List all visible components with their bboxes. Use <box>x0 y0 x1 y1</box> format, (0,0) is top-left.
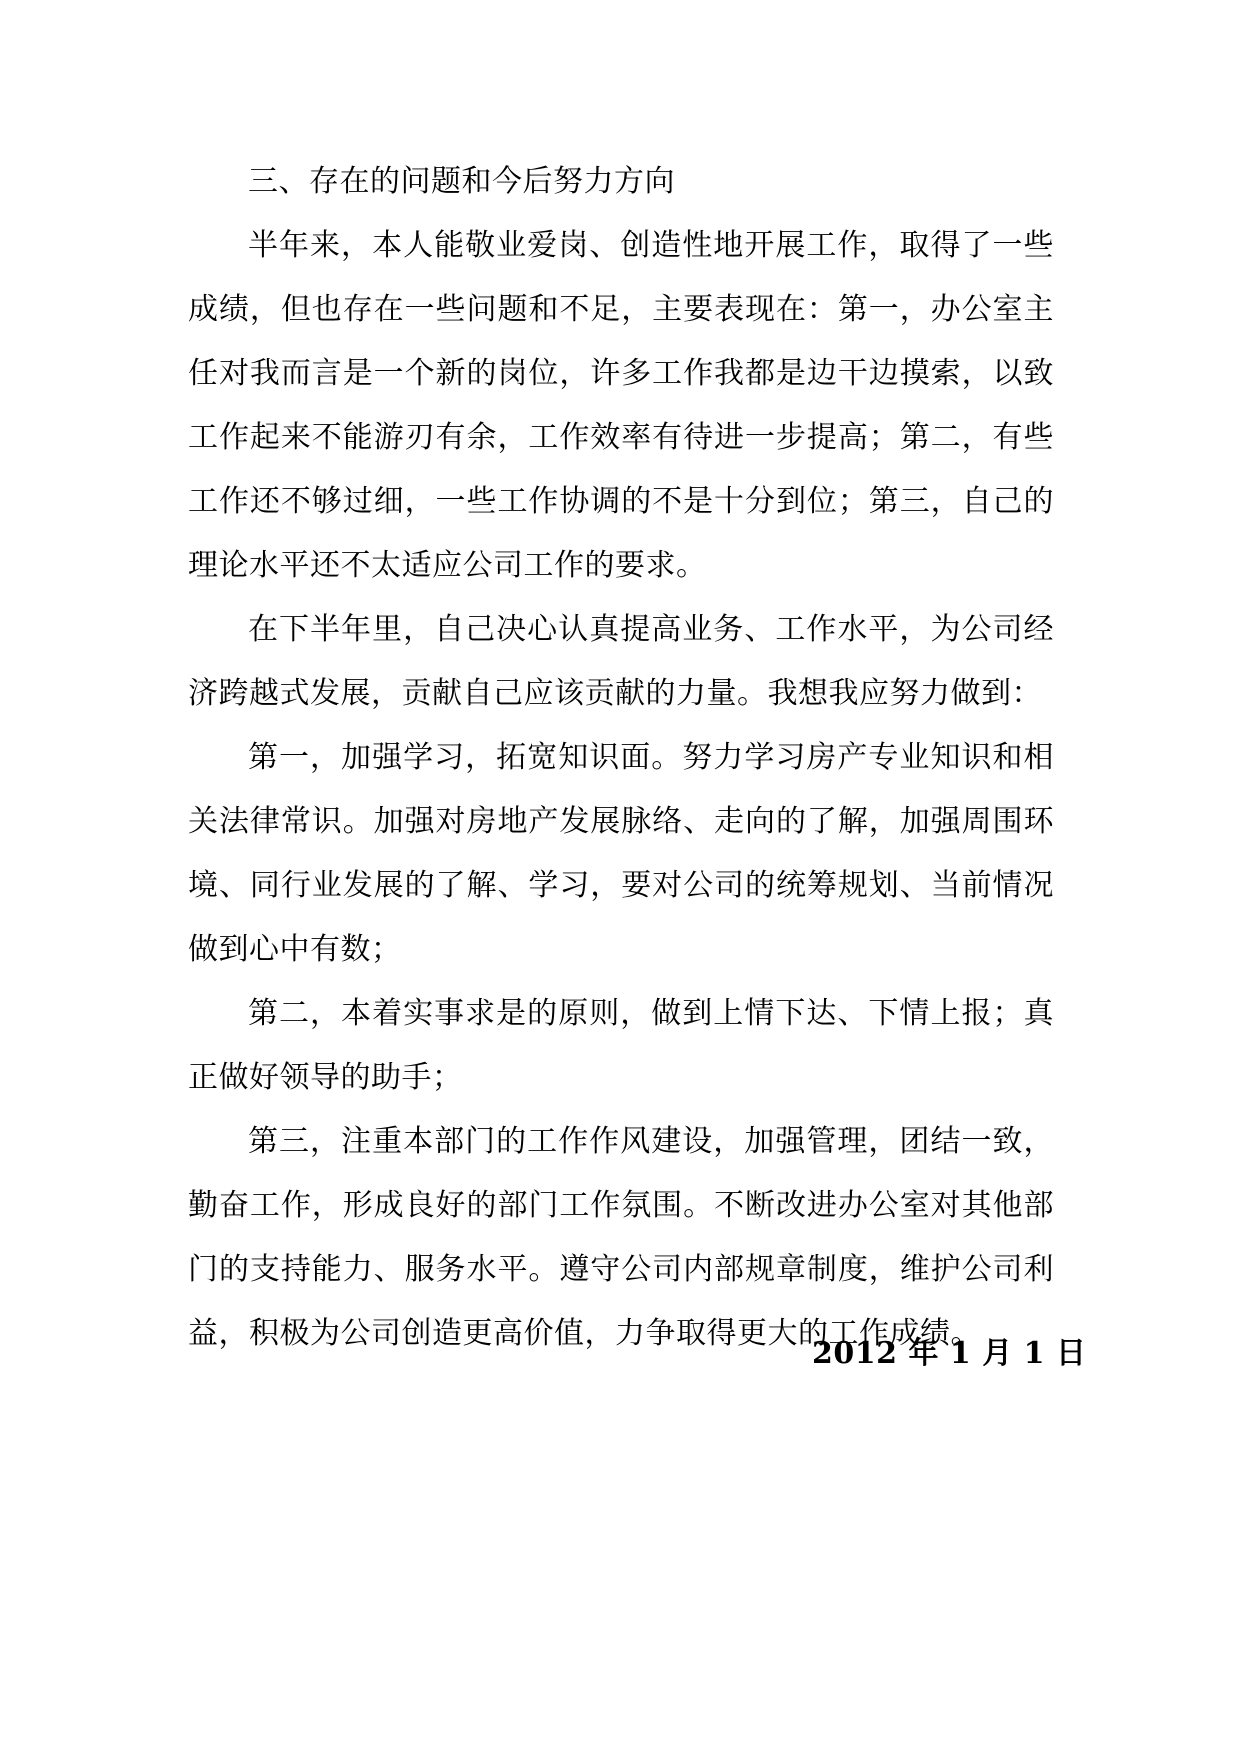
paragraph-point-one: 第一，加强学习，拓宽知识面。努力学习房产专业知识和相关法律常识。加强对房地产发展脉络、走向的了解，加强周围环境、同行业发展的了解、学习，要对公司的统筹规划、当前情况做到心中有数； <box>188 740 1054 967</box>
document-body <box>188 150 1054 1366</box>
section-heading: 三、存在的问题和今后努力方向 <box>248 164 675 199</box>
document-date: 2012 年 1 月 1 日 <box>812 1336 1087 1371</box>
paragraph-resolution: 在下半年里，自己决心认真提高业务、工作水平，为公司经济跨越式发展，贡献自己应该贡献的力量。我想我应努力做到： <box>188 612 1054 711</box>
paragraph-point-three: 第三，注重本部门的工作作风建设，加强管理，团结一致，勤奋工作，形成良好的部门工作氛围。不断改进办公室对其他部门的支持能力、服务水平。遵守公司内部规章制度，维护公司利益，积极为公司创造更高价值，力争取得更大的工作成绩。 <box>188 1124 1054 1351</box>
paragraph-point-two: 第二，本着实事求是的原则，做到上情下达、下情上报；真正做好领导的助手； <box>188 996 1054 1095</box>
paragraph-problems: 半年来，本人能敬业爱岗、创造性地开展工作，取得了一些成绩，但也存在一些问题和不足，主要表现在：第一，办公室主任对我而言是一个新的岗位，许多工作我都是边干边摸索，以致工作起来不能游刃有余，工作效率有待进一步提高；第二，有些工作还不够过细，一些工作协调的不是十分到位；第三，自己的理论水平还不太适应公司工作的要求。 <box>188 228 1054 583</box>
